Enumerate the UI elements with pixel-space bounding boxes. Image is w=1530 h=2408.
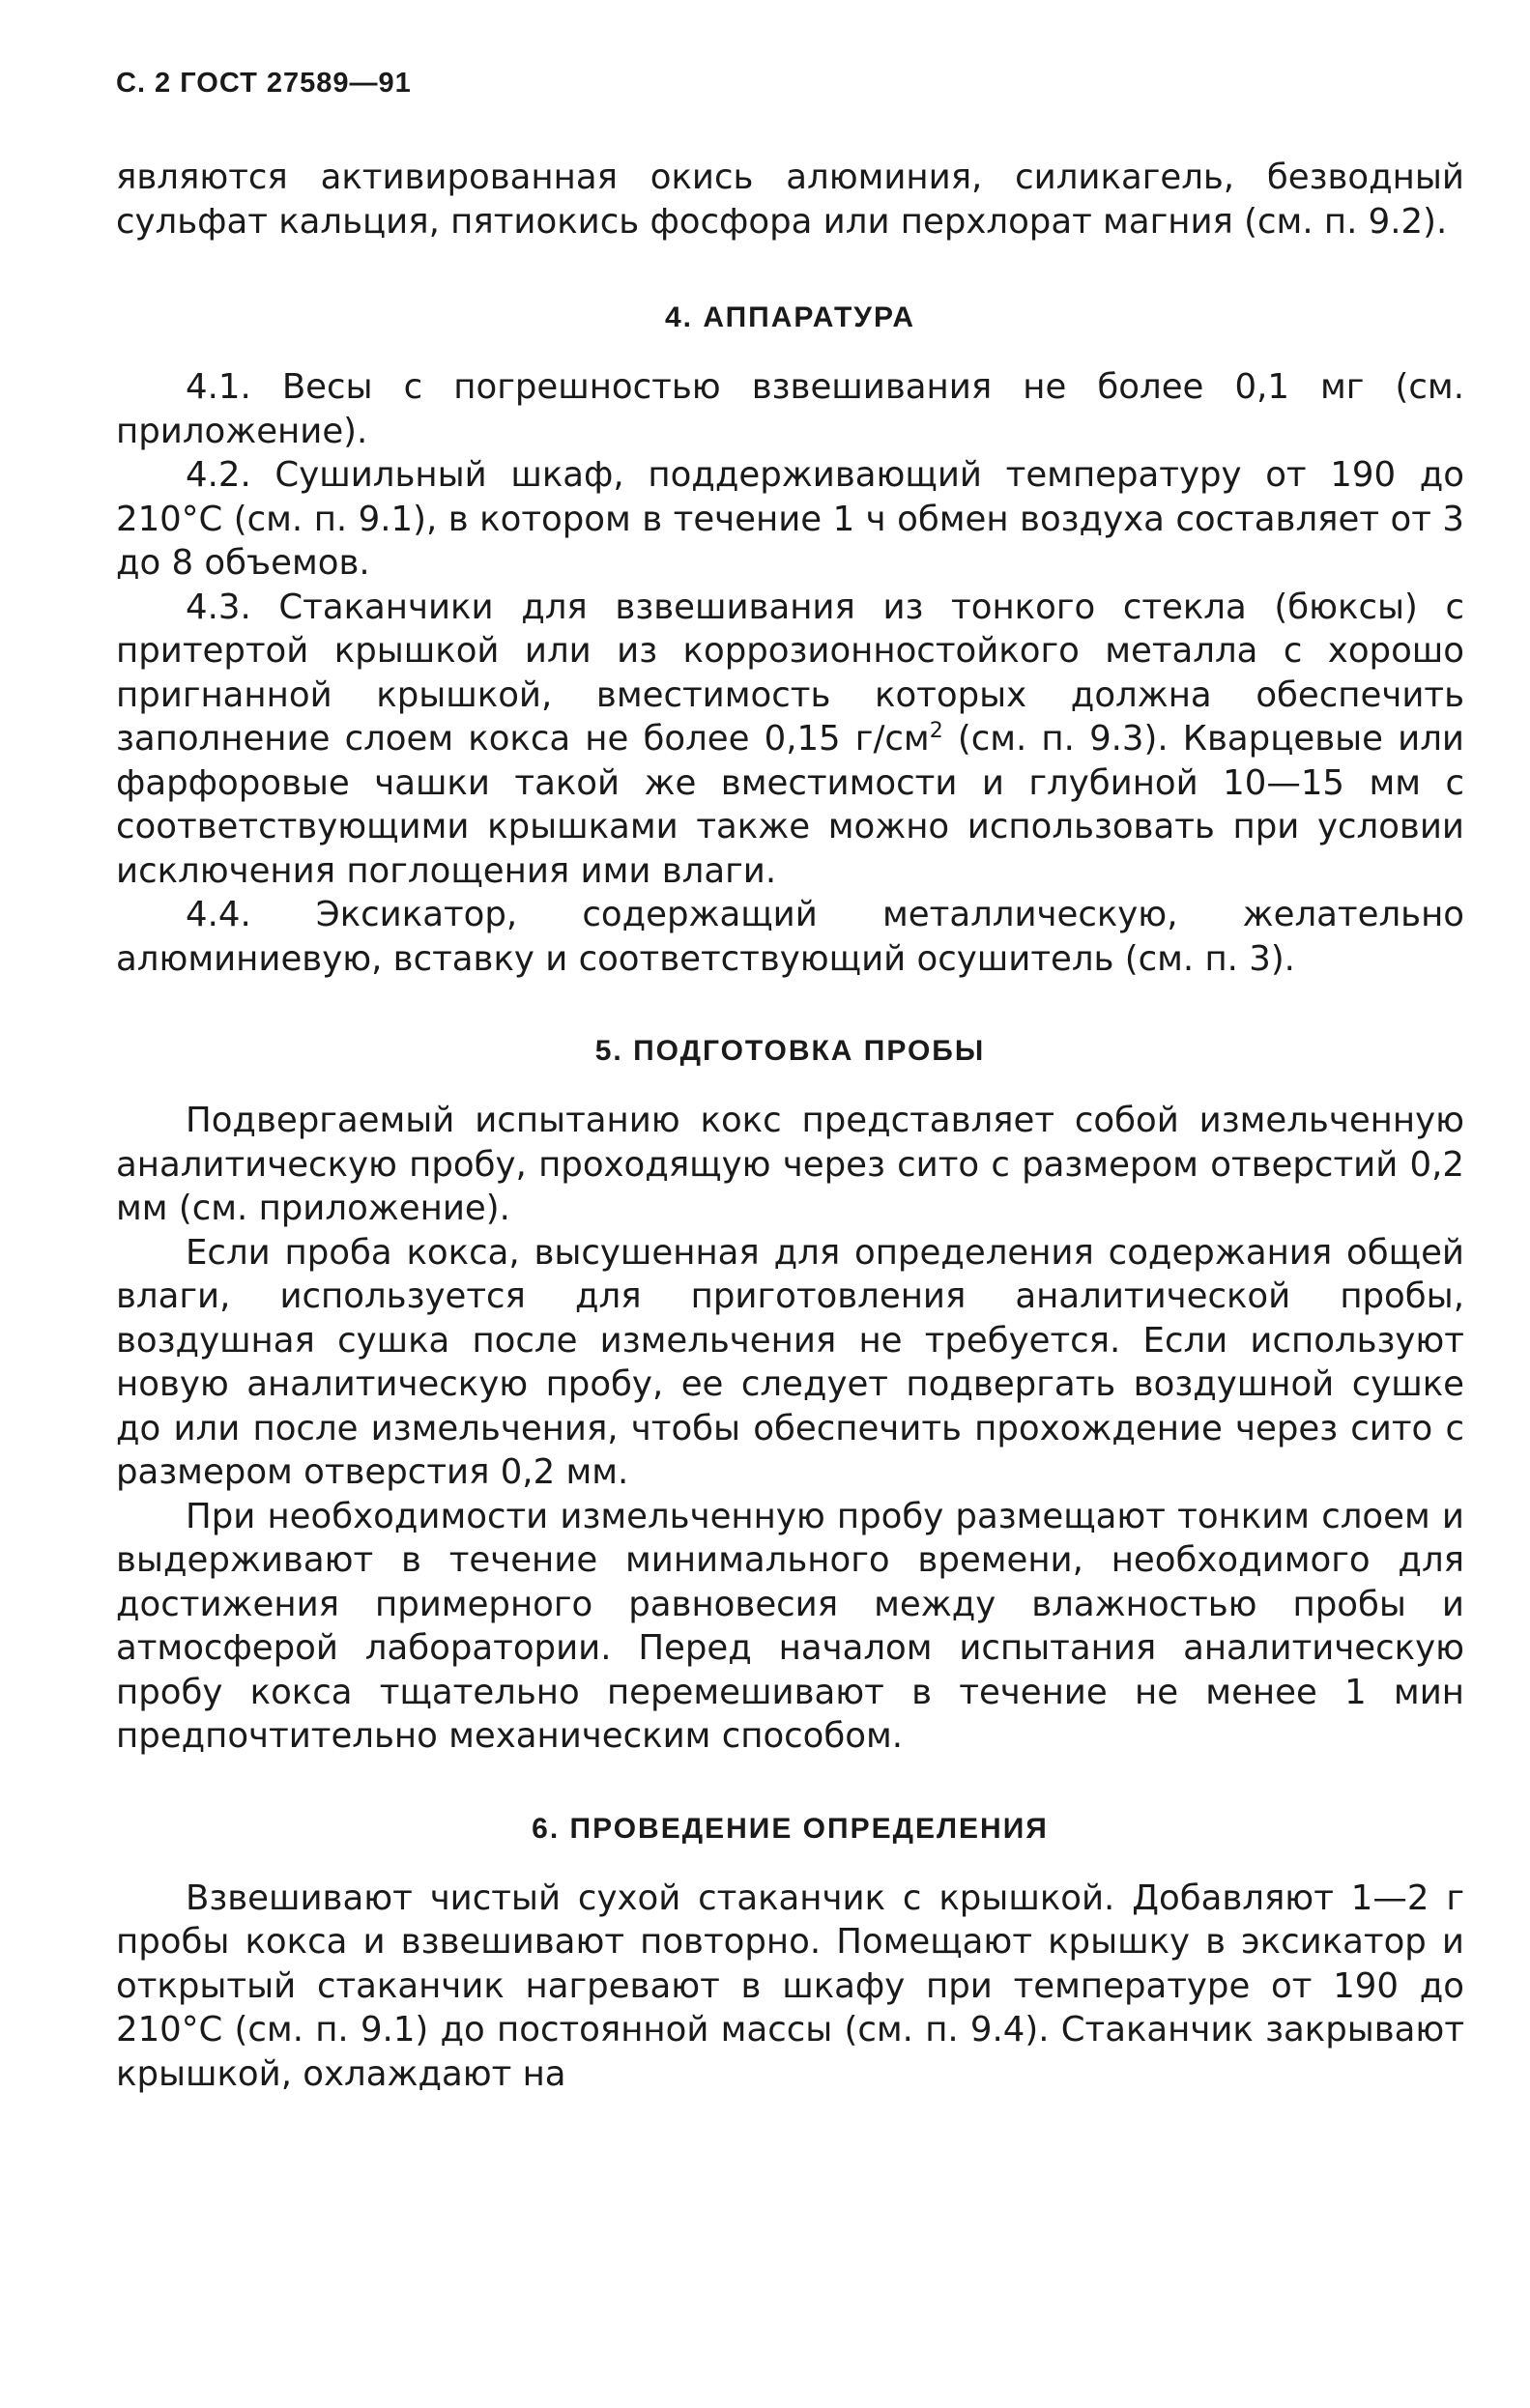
section-5-title: 5. ПОДГОТОВКА ПРОБЫ [594, 1035, 986, 1067]
section-4-item-4: 4.4. Эксикатор, содержащий металлическую, желательно алюминиевую, вставку и соответствующий осушитель (см. п. 3). [116, 895, 1464, 979]
section-4-item-2: 4.2. Сушильный шкаф, поддерживающий температуру от 190 до 210°С (см. п. 9.1), в котором в течение 1 ч обмен воздуха составляет от 3 до 8 объемов. [116, 455, 1464, 583]
section-6-title: 6. ПРОВЕДЕНИЕ ОПРЕДЕЛЕНИЯ [532, 1812, 1049, 1845]
section-5-paragraph-3: При необходимости измельченную пробу размещают тонким слоем и выдерживают в течение минимального времени, необходимого для достижения примерного равновесия между влажностью пробы и атмосферой лаборатории. Перед началом испытания аналитическую пробу кокса тщательно перемешивают в течение не менее 1 мин предпочтительно механическим способом. [116, 1496, 1464, 1756]
section-4-item-1: 4.1. Весы с погрешностью взвешивания не более 0,1 мг (см. приложение). [116, 367, 1464, 451]
section-4-title: 4. АППАРАТУРА [665, 301, 915, 333]
section-6-paragraph-1: Взвешивают чистый сухой стаканчик с крышкой. Добавляют 1—2 г пробы кокса и взвешивают повторно. Помещают крышку в эксикатор и открытый стаканчик нагревают в шкафу при температуре от 190 до 210°С (см. п. 9.1) до постоянной массы (см. п. 9.4). Стаканчик закрывают крышкой, охлаждают на [116, 1878, 1464, 2094]
item-3-text-b: (см. п. 9.3). Кварцевые или фарфоровые чашки такой же вместимости и глубиной 10—15 мм с соответствующими крышками также можно использовать при условии исключения поглощения ими влаги. [116, 719, 1464, 891]
intro-paragraph: являются активированная окись алюминия, силикагель, безводный сульфат кальция, пятиокись фосфора или перхлорат магния (см. п. 9.2). [116, 158, 1464, 242]
section-4-item-3 [116, 586, 1464, 894]
item-3-text-a: 4.3. Стаканчики для взвешивания из тонкого стекла (бюксы) с притертой крышкой или из коррозионностойкого металла с хорошо пригнанной крышкой, вместимость которых должна обеспечить заполнение слоем кокса не более 0,15 г/см [116, 587, 1464, 759]
item-3-superscript: 2 [929, 719, 943, 744]
section-5-paragraph-2: Если проба кокса, высушенная для определения содержания общей влаги, используется для приготовления аналитической пробы, воздушная сушка после измельчения не требуется. Если используют новую аналитическую пробу, ее следует подвергать воздушной сушке до или после измельчения, чтобы обеспечить прохождение через сито с размером отверстия 0,2 мм. [116, 1232, 1464, 1492]
section-5-paragraph-1: Подвергаемый испытанию кокс представляет собой измельченную аналитическую пробу, проходящую через сито с размером отверстий 0,2 мм (см. приложение). [116, 1101, 1464, 1228]
running-head: С. 2 ГОСТ 27589—91 [116, 68, 412, 99]
document-page [116, 68, 1464, 2096]
